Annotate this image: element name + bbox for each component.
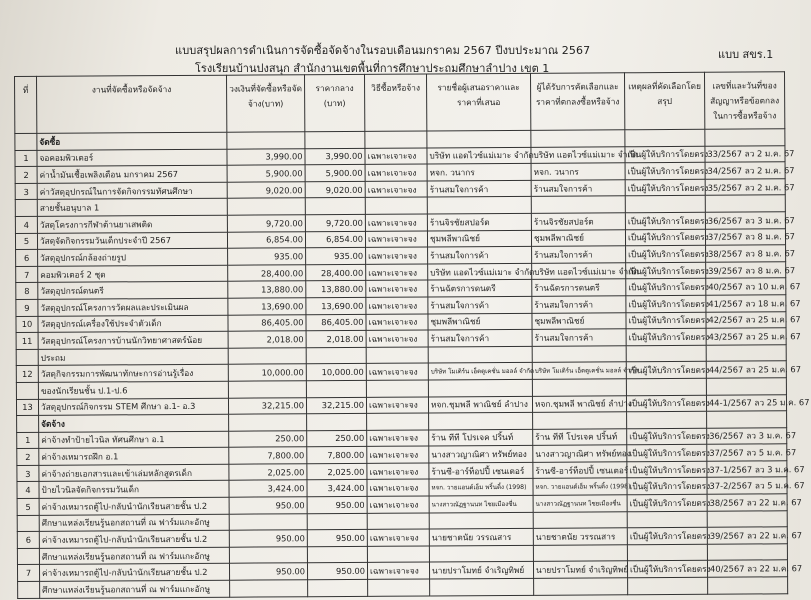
cell-no: 1 — [15, 150, 37, 167]
cell-method: เฉพาะเจาะจง — [366, 280, 428, 297]
cell-contract: 36/2567 ลว 3 ม.ค. 67 — [705, 212, 785, 229]
cell-ref: 950.00 — [307, 530, 367, 547]
section-label: จัดซื้อ — [37, 132, 227, 150]
cell-no: 5 — [17, 498, 39, 515]
cell-ref: 2,018.00 — [306, 330, 366, 347]
cell-ref: 250.00 — [307, 430, 367, 447]
cell-ref: 3,424.00 — [307, 480, 367, 497]
cell-no: 10 — [16, 316, 38, 333]
form-code: แบบ สขร.1 — [718, 48, 774, 61]
cell-reason: เป็นผู้ให้บริการโดยตรง — [625, 179, 705, 196]
cell-method: เฉพาะเจาะจง — [366, 363, 428, 380]
cell-bidder — [428, 346, 532, 363]
cell-ref: 935.00 — [306, 248, 366, 265]
cell-no: 4 — [17, 482, 39, 499]
cell-method: เฉพาะเจาะจง — [365, 214, 427, 231]
cell-ref: 2,025.00 — [307, 463, 367, 480]
cell-item: ค่าจ้างเหมารถตู้ไป-กลับนำนักเรียนสายชั้น ป.2 — [39, 530, 229, 548]
cell-contract: 34/2567 ลว 2 ม.ค. 67 — [705, 162, 785, 179]
continuation-row — [18, 577, 788, 598]
column-header: ผู้ได้รับการคัดเลือกและราคาที่ตกลงซื้อหรือจ้าง — [530, 73, 624, 131]
table-cell — [15, 133, 37, 150]
cell-bidder: บริษัท แอดไวซ์แม่เมาะ จำกัด — [427, 147, 531, 164]
cell-budget: 13,690.00 — [228, 298, 306, 315]
table-cell — [229, 414, 307, 431]
cell-method: เฉพาะเจาะจง — [366, 330, 428, 347]
table-cell — [427, 130, 531, 147]
cell-method: เฉพาะเจาะจง — [367, 463, 429, 480]
cell-budget: 935.00 — [228, 248, 306, 265]
cell-item: ค่าจ้างเหมารถตู้ไป-กลับนำนักเรียนสายชั้น ป.2 — [39, 564, 229, 582]
section-label: จัดจ้าง — [39, 414, 229, 432]
cell-item: วัสดุอุปกรณ์กิจกรรม STEM ศึกษา อ.1- อ.3 — [38, 398, 228, 416]
cell-method: เฉพาะเจาะจง — [366, 314, 428, 331]
cell-bidder: นางสาวญาณิศา ทรัพย์ทอง — [429, 446, 533, 463]
cell-no: 8 — [16, 283, 38, 300]
cell-winner: หจก. วนากร — [531, 163, 625, 180]
cell-contract: 38/2567 ลว 22 ม.ค. 67 — [707, 494, 787, 511]
cell-ref: 13,690.00 — [306, 297, 366, 314]
cell-bidder — [427, 197, 531, 214]
cell-winner — [533, 511, 627, 528]
cell-reason: เป็นผู้ให้บริการโดยตรง — [625, 212, 705, 229]
cell-bidder: ชุมพลีพาณิชย์ — [428, 313, 532, 330]
column-header: วงเงินที่จัดซื้อหรือจัดจ้าง(บาท) — [226, 75, 304, 132]
cell-method: เฉพาะเจาะจง — [366, 247, 428, 264]
cell-budget: 250.00 — [229, 430, 307, 447]
document-title: แบบสรุปผลการดำเนินการจัดซื้อจัดจ้างในรอบเดือนมกราคม 2567 ปีงบประมาณ 2567 — [175, 44, 591, 57]
cell-ref: 7,800.00 — [307, 447, 367, 464]
cell-bidder: หจก.ชุมพลี พาณิชย์ ลำปาง — [428, 396, 532, 413]
cell-winner: ร้าน ทีที โปรเจค ปริ้นท์ — [533, 428, 627, 445]
cell-reason — [628, 577, 708, 594]
column-header: งานที่จัดซื้อหรือจัดจ้าง — [37, 75, 227, 133]
cell-method: เฉพาะเจาะจง — [366, 396, 428, 413]
cell-contract: 36/2567 ลว 3 ม.ค. 67 — [707, 427, 787, 444]
cell-budget: 3,990.00 — [227, 148, 305, 165]
cell-ref: 6,854.00 — [305, 231, 365, 248]
cell-method: เฉพาะเจาะจง — [365, 231, 427, 248]
cell-budget: 5,900.00 — [227, 165, 305, 182]
cell-item: ป้ายไวนิลจัดกิจกรรมวันเด็ก — [39, 481, 229, 499]
cell-ref — [307, 513, 367, 530]
cell-contract: 37-1/2567 ลว 3 ม.ค. 67 — [707, 461, 787, 478]
table-cell — [625, 129, 705, 146]
cell-bidder — [429, 545, 533, 562]
cell-ref — [306, 347, 366, 364]
cell-method: เฉพาะเจาะจง — [366, 297, 428, 314]
cell-winner: นายปราโมทย์ จำเริญทิพย์ — [533, 561, 627, 578]
cell-budget: 9,020.00 — [227, 182, 305, 199]
cell-bidder: ร้านสมใจการค้า — [428, 296, 532, 313]
table-cell — [707, 411, 787, 428]
cell-bidder: นายปราโมทย์ จำเริญทิพย์ — [429, 562, 533, 579]
cell-ref: 10,000.00 — [306, 364, 366, 381]
cell-budget: 6,854.00 — [227, 231, 305, 248]
column-header: ราคากลาง (บาท) — [304, 74, 364, 131]
cell-reason: เป็นผู้ให้บริการโดยตรง — [627, 461, 707, 478]
cell-winner — [532, 345, 626, 362]
cell-winner: บริษัท แอดไวซ์แม่เมาะ จำกัด — [532, 263, 626, 280]
cell-contract — [706, 378, 786, 395]
cell-bidder: บริษัท แอดไวซ์แม่เมาะ จำกัด — [428, 263, 532, 280]
table-cell — [367, 413, 429, 430]
cell-reason: เป็นผู้ให้บริการโดยตรง — [625, 146, 705, 163]
cell-method — [367, 513, 429, 530]
cell-contract: 37/2567 ลว 8 ม.ค. 67 — [705, 228, 785, 245]
cell-item: จอคอมพิวเตอร์ — [37, 149, 227, 167]
cell-budget: 950.00 — [229, 563, 307, 580]
column-header: วิธีซื้อหรือจ้าง — [364, 74, 426, 131]
column-header: รายชื่อผู้เสนอราคาและราคาที่เสนอ — [426, 73, 530, 131]
cell-no — [15, 200, 37, 217]
cell-item: วัสดุอุปกรณ์โครงการวัดผลและประเมินผล — [38, 298, 228, 316]
cell-method — [368, 579, 430, 596]
cell-item: วัสดุโครงการกีฬาต้านยาเสพติด — [37, 215, 227, 233]
column-header: เลขที่และวันที่ของสัญญาหรือข้อตกลงในการซื้อหรือจ้าง — [704, 72, 784, 129]
cell-no: 6 — [16, 250, 38, 267]
cell-item: ศึกษาแหล่งเรียนรู้นอกสถานที่ ณ ฟาร์มแกะอักษู — [39, 514, 229, 532]
table-header-row — [15, 72, 785, 134]
cell-budget — [228, 347, 306, 364]
cell-bidder: ร้านสมใจการค้า — [428, 329, 532, 346]
cell-item: วัสดุอุปกรณ์ดนตรี — [38, 282, 228, 300]
cell-method — [366, 347, 428, 364]
cell-method: เฉพาะเจาะจง — [365, 164, 427, 181]
cell-no: 6 — [17, 532, 39, 549]
cell-contract: 35/2567 ลว 2 ม.ค. 67 — [705, 179, 785, 196]
cell-reason: เป็นผู้ให้บริการโดยตรง — [625, 162, 705, 179]
cell-bidder: นางสาวณัฏฐานนท ไชยเมืองชื่น — [429, 495, 533, 512]
cell-reason: เป็นผู้ให้บริการโดยตรง — [626, 328, 706, 345]
cell-bidder: ร้านฉัตรการดนตรี — [428, 280, 532, 297]
cell-reason: เป็นผู้ให้บริการโดยตรง — [627, 528, 707, 545]
cell-ref: 86,405.00 — [306, 314, 366, 331]
cell-budget: 2,018.00 — [228, 331, 306, 348]
cell-item: สายชั้นอนุบาล 1 — [37, 199, 227, 217]
cell-method: เฉพาะเจาะจง — [365, 181, 427, 198]
cell-item: ของนักเรียนชั้น ป.1-ป.6 — [38, 381, 228, 399]
cell-bidder: ร้านสมใจการค้า — [428, 246, 532, 263]
cell-winner: บริษัท แอดไวซ์แม่เมาะ จำกัด — [531, 146, 625, 163]
cell-winner: ร้านซี-อาร์ท็อปปี้ เซนเตอร์ — [533, 462, 627, 479]
cell-winner: ร้านสมใจการค้า — [532, 246, 626, 263]
cell-ref: 28,400.00 — [306, 264, 366, 281]
cell-no: 7 — [17, 565, 39, 582]
cell-reason: เป็นผู้ให้บริการโดยตรง — [626, 295, 706, 312]
cell-no: 2 — [15, 167, 37, 184]
cell-contract: 37-2/2567 ลว 5 ม.ค. 67 — [707, 477, 787, 494]
cell-no — [16, 349, 38, 366]
cell-method: เฉพาะเจาะจง — [367, 496, 429, 513]
cell-budget: 86,405.00 — [228, 314, 306, 331]
cell-winner: นายชาตนัย วรรณสาร — [533, 528, 627, 545]
cell-reason — [627, 544, 707, 561]
cell-reason: เป็นผู้ให้บริการโดยตรง — [627, 494, 707, 511]
cell-no — [17, 515, 39, 532]
cell-reason: เป็นผู้ให้บริการโดยตรง — [626, 262, 706, 279]
cell-ref — [308, 579, 368, 596]
cell-ref: 3,990.00 — [305, 148, 365, 165]
cell-item: วัสดุอุปกรณ์เครื่องใช้ประจำตัวเด็ก — [38, 315, 228, 333]
cell-winner — [531, 196, 625, 213]
cell-bidder: ร้านจิรชัยสปอร์ต — [427, 213, 531, 230]
cell-contract: 37/2567 ลว 5 ม.ค. 67 — [707, 444, 787, 461]
cell-winner: หจก. วายแอนด์เอ็ม พริ้นติ้ง (1998) — [533, 478, 627, 495]
table-cell — [305, 131, 365, 148]
cell-winner — [534, 578, 628, 595]
cell-winner: ชุมพลีพาณิชย์ — [532, 312, 626, 329]
cell-bidder: ร้านสมใจการค้า — [427, 180, 531, 197]
table-cell — [17, 415, 39, 432]
cell-no: 13 — [16, 399, 38, 416]
cell-item: คอมพิวเตอร์ 2 ชุด — [38, 265, 228, 283]
cell-ref: 32,215.00 — [306, 397, 366, 414]
cell-winner: ร้านสมใจการค้า — [532, 329, 626, 346]
cell-reason: เป็นผู้ให้บริการโดยตรง — [627, 478, 707, 495]
cell-reason — [625, 196, 705, 213]
cell-reason — [627, 511, 707, 528]
cell-item: วัสดุจัดกิจกรรมวันเด็กประจำปี 2567 — [37, 232, 227, 250]
cell-no: 12 — [16, 366, 38, 383]
cell-budget — [227, 198, 305, 215]
cell-no: 4 — [15, 216, 37, 233]
cell-item: ประถม — [38, 348, 228, 366]
cell-reason: เป็นผู้ให้บริการโดยตรง — [626, 312, 706, 329]
cell-winner — [532, 379, 626, 396]
cell-budget — [229, 513, 307, 530]
document-subtitle: โรงเรียนบ้านปงสนุก สำนักงานเขตพื้นที่การศึกษาประถมศึกษาลำปาง เขต 1 — [195, 62, 550, 75]
cell-bidder — [430, 578, 534, 595]
cell-method: เฉพาะเจาะจง — [367, 529, 429, 546]
cell-budget — [229, 547, 307, 564]
cell-reason: เป็นผู้ให้บริการโดยตรง — [625, 229, 705, 246]
cell-ref: 9,720.00 — [305, 214, 365, 231]
cell-contract: 44-1/2567 ลว 25 ม.ค. 67 — [706, 394, 786, 411]
cell-item: ค่าวัสดุอุปกรณ์ในการจัดกิจกรรมทัศนศึกษา — [37, 182, 227, 200]
cell-budget: 2,025.00 — [229, 464, 307, 481]
cell-contract: 39/2567 ลว 22 ม.ค. 67 — [707, 527, 787, 544]
cell-no: 1 — [17, 432, 39, 449]
cell-bidder: บริษัท โมเดิร์น เอ็ดดูเคชั่น มอลล์ จำกัด — [428, 363, 532, 380]
cell-no — [17, 548, 39, 565]
cell-bidder: ชุมพลีพาณิชย์ — [427, 230, 531, 247]
column-header: ที่ — [15, 76, 37, 133]
cell-budget — [228, 381, 306, 398]
cell-bidder: หจก. วนากร — [427, 164, 531, 181]
cell-winner: บริษัท โมเดิร์น เอ็ดดูเคชั่น มอลล์ จำกัด — [532, 362, 626, 379]
cell-item: ค่าน้ำมันเชื้อเพลิงเดือน มกราคม 2567 — [37, 165, 227, 183]
cell-winner: ชุมพลีพาณิชย์ — [531, 229, 625, 246]
cell-no: 3 — [15, 183, 37, 200]
cell-reason — [626, 378, 706, 395]
cell-ref — [307, 546, 367, 563]
cell-item: ศึกษาแหล่งเรียนรู้นอกสถานที่ ณ ฟาร์มแกะอักษู — [39, 547, 229, 565]
cell-winner: นางสาวณัฏฐานนท ไชยเมืองชื่น — [533, 495, 627, 512]
cell-reason: เป็นผู้ให้บริการโดยตรง — [626, 362, 706, 379]
cell-budget: 7,800.00 — [229, 447, 307, 464]
cell-bidder — [429, 512, 533, 529]
cell-winner: หจก.ชุมพลี พาณิชย์ ลำปาง — [532, 395, 626, 412]
cell-budget: 28,400.00 — [228, 264, 306, 281]
cell-budget: 13,880.00 — [228, 281, 306, 298]
cell-reason: เป็นผู้ให้บริการโดยตรง — [627, 428, 707, 445]
cell-contract: 43/2567 ลว 25 ม.ค. 67 — [706, 328, 786, 345]
table-body — [15, 129, 810, 598]
cell-budget: 10,000.00 — [228, 364, 306, 381]
cell-reason: เป็นผู้ให้บริการโดยตรง — [626, 245, 706, 262]
cell-budget — [230, 580, 308, 597]
cell-item: ค่าจ้างทำป้ายไวนิล ทัศนศึกษา อ.1 — [39, 431, 229, 449]
cell-method: เฉพาะเจาะจง — [367, 430, 429, 447]
cell-no — [18, 581, 40, 598]
table-cell — [365, 131, 427, 148]
cell-ref — [305, 198, 365, 215]
cell-method: เฉพาะเจาะจง — [367, 562, 429, 579]
cell-no: 9 — [16, 299, 38, 316]
table-cell — [227, 132, 305, 149]
cell-winner: ร้านสมใจการค้า — [531, 180, 625, 197]
cell-bidder: ร้านซี-อาร์ท็อปปี้ เซนเตอร์ — [429, 462, 533, 479]
cell-contract — [705, 195, 785, 212]
cell-method — [366, 380, 428, 397]
cell-no: 3 — [17, 465, 39, 482]
cell-bidder: ร้าน ทีที โปรเจค ปริ้นท์ — [429, 429, 533, 446]
cell-item: วัสดุอุปกรณ์โครงการบ้านนักวิทยาศาสตร์น้อย — [38, 331, 228, 349]
table-cell — [531, 130, 625, 147]
cell-bidder — [428, 379, 532, 396]
table-cell — [627, 411, 707, 428]
cell-no: 2 — [17, 449, 39, 466]
cell-reason: เป็นผู้ให้บริการโดยตรง — [626, 279, 706, 296]
cell-item: ค่าจ้างเหมารถฝึก อ.1 — [39, 447, 229, 465]
table-cell — [705, 129, 785, 146]
cell-ref — [306, 380, 366, 397]
cell-method: เฉพาะเจาะจง — [367, 446, 429, 463]
cell-contract: 40/2567 ลว 22 ม.ค. 67 — [707, 560, 787, 577]
cell-item: ค่าจ้างถ่ายเอกสารและเข้าเล่มหลักสูตรเด็ก — [39, 464, 229, 482]
cell-contract: 40/2567 ลว 10 ม.ค. 67 — [706, 278, 786, 295]
cell-contract — [707, 544, 787, 561]
cell-winner: ร้านฉัตรการดนตรี — [532, 279, 626, 296]
cell-method — [365, 197, 427, 214]
cell-winner: นางสาวญาณิศา ทรัพย์ทอง — [533, 445, 627, 462]
cell-item: วัสดุอุปกรณ์กล้องถ่ายรูป — [38, 248, 228, 266]
cell-reason — [626, 345, 706, 362]
table-cell — [429, 412, 533, 429]
cell-method — [367, 546, 429, 563]
cell-ref: 9,020.00 — [305, 181, 365, 198]
cell-reason: เป็นผู้ให้บริการโดยตรง — [627, 445, 707, 462]
cell-budget: 950.00 — [229, 497, 307, 514]
table-cell — [307, 413, 367, 430]
cell-contract — [706, 345, 786, 362]
cell-item: ศึกษาแหล่งเรียนรู้นอกสถานที่ ณ ฟาร์มแกะอักษู — [40, 580, 230, 598]
table-cell — [533, 412, 627, 429]
cell-no — [16, 382, 38, 399]
cell-contract: 33/2567 ลว 2 ม.ค. 67 — [705, 145, 785, 162]
cell-method: เฉพาะเจาะจง — [365, 148, 427, 165]
cell-contract: 38/2567 ลว 8 ม.ค. 67 — [706, 245, 786, 262]
cell-budget: 3,424.00 — [229, 480, 307, 497]
cell-reason: เป็นผู้ให้บริการโดยตรง — [626, 395, 706, 412]
cell-bidder: หจก. วายแอนด์เอ็ม พริ้นติ้ง (1998) — [429, 479, 533, 496]
cell-budget: 32,215.00 — [228, 397, 306, 414]
cell-ref: 13,880.00 — [306, 281, 366, 298]
column-header: เหตุผลที่คัดเลือกโดยสรุป — [624, 72, 704, 129]
cell-budget: 950.00 — [229, 530, 307, 547]
cell-method: เฉพาะเจาะจง — [366, 264, 428, 281]
cell-contract: 39/2567 ลว 8 ม.ค. 67 — [706, 262, 786, 279]
cell-winner — [533, 545, 627, 562]
cell-ref: 5,900.00 — [305, 165, 365, 182]
cell-contract: 44/2567 ลว 25 ม.ค. 67 — [706, 361, 786, 378]
cell-ref: 950.00 — [307, 563, 367, 580]
cell-item: ค่าจ้างเหมารถตู้ไป-กลับนำนักเรียนสายชั้น ป.2 — [39, 497, 229, 515]
cell-no: 5 — [15, 233, 37, 250]
cell-contract — [707, 510, 787, 527]
cell-contract: 42/2567 ลว 25 ม.ค. 67 — [706, 311, 786, 328]
cell-contract: 41/2567 ลว 18 ม.ค. 67 — [706, 295, 786, 312]
cell-contract — [708, 577, 788, 594]
cell-reason: เป็นผู้ให้บริการโดยตรง — [627, 561, 707, 578]
procurement-table — [14, 71, 810, 598]
cell-no: 11 — [16, 332, 38, 349]
cell-no: 7 — [16, 266, 38, 283]
cell-method: เฉพาะเจาะจง — [367, 479, 429, 496]
cell-budget: 9,720.00 — [227, 215, 305, 232]
cell-item: วัสดุกิจกรรมการพัฒนาทักษะการอ่านรู้เรื่อง — [38, 365, 228, 383]
cell-ref: 950.00 — [307, 496, 367, 513]
cell-winner: ร้านจิรชัยสปอร์ต — [531, 213, 625, 230]
cell-winner: ร้านสมใจการค้า — [532, 296, 626, 313]
cell-bidder: นายชาตนัย วรรณสาร — [429, 529, 533, 546]
